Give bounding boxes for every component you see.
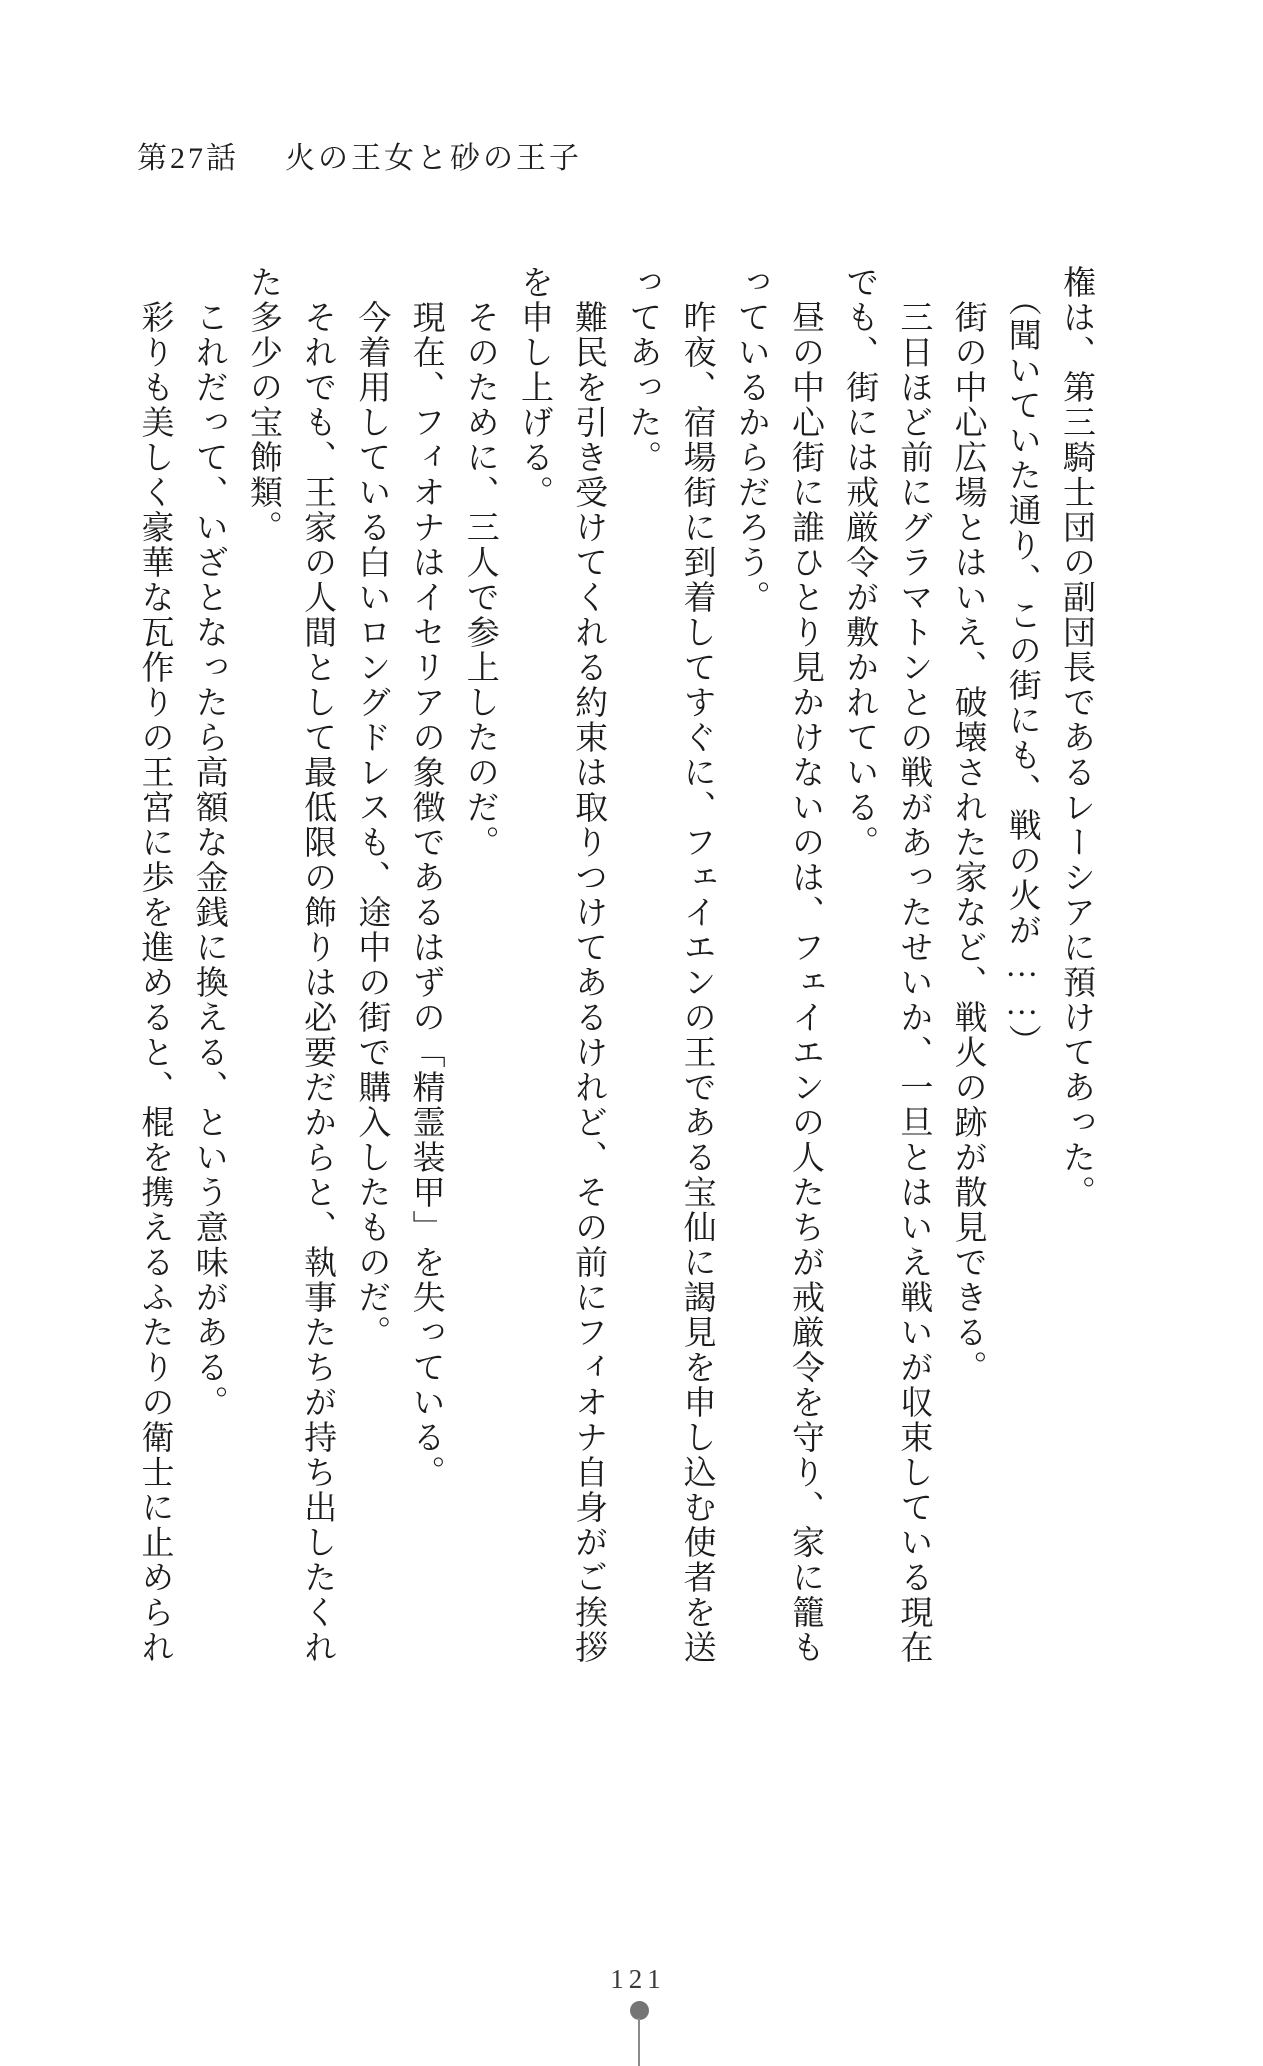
text-line: っているからだろう。 [732,265,769,615]
text-line: 三日ほど前にグラマトンとの戦があったせいか、一旦とはいえ戦いが収束している現在 [895,300,932,1665]
text-line: た多少の宝飾類。 [244,265,281,545]
text-line: を申し上げる。 [515,265,552,510]
page-number: 121 [610,1964,666,1994]
text-line: これだって、いざとなったら高額な金銭に換える、という意味がある。 [190,300,227,1420]
chapter-number: 第27話 [137,142,239,175]
text-line: 昼の中心街に誰ひとり見かけないのは、フェイエンの人たちが戒厳令を守り、家に籠も [786,300,823,1665]
chapter-title: 火の王女と砂の王子 [285,142,582,175]
text-line: 昨夜、宿場街に到着してすぐに、フェイエンの王である宝仙に謁見を申し込む使者を送 [678,300,715,1665]
text-line: 難民を引き受けてくれる約束は取りつけてあるけれど、その前にフィオナ自身がご挨拶 [570,300,607,1665]
chapter-header [137,133,582,177]
text-line: 街の中心広場とはいえ、破壊された家など、戦火の跡が散見できる。 [949,300,986,1385]
footer-ornament-line [638,2018,640,2066]
text-line: 今着用している白いロングドレスも、途中の街で購入したものだ。 [353,300,390,1350]
text-line: 彩りも美しく豪華な瓦作りの王宮に歩を進めると、棍を携えるふたりの衛士に止められ [136,300,173,1665]
text-line: 権は、第三騎士団の副団長であるレーシアに預けてあった。 [1058,265,1094,1210]
body-text [127,265,1103,1685]
text-line: そのために、三人で参上したのだ。 [461,300,498,860]
text-line: （聞いていた通り、この街にも、戦の火が……） [1003,282,1040,1059]
text-line: ってあった。 [624,265,661,475]
text-line: 現在、フィオナはイセリアの象徴であるはずの「精霊装甲」を失っている。 [407,300,444,1490]
text-line: でも、街には戒厳令が敷かれている。 [841,265,878,860]
text-line: それでも、王家の人間として最低限の飾りは必要だからと、執事たちが持ち出したくれ [299,300,336,1665]
